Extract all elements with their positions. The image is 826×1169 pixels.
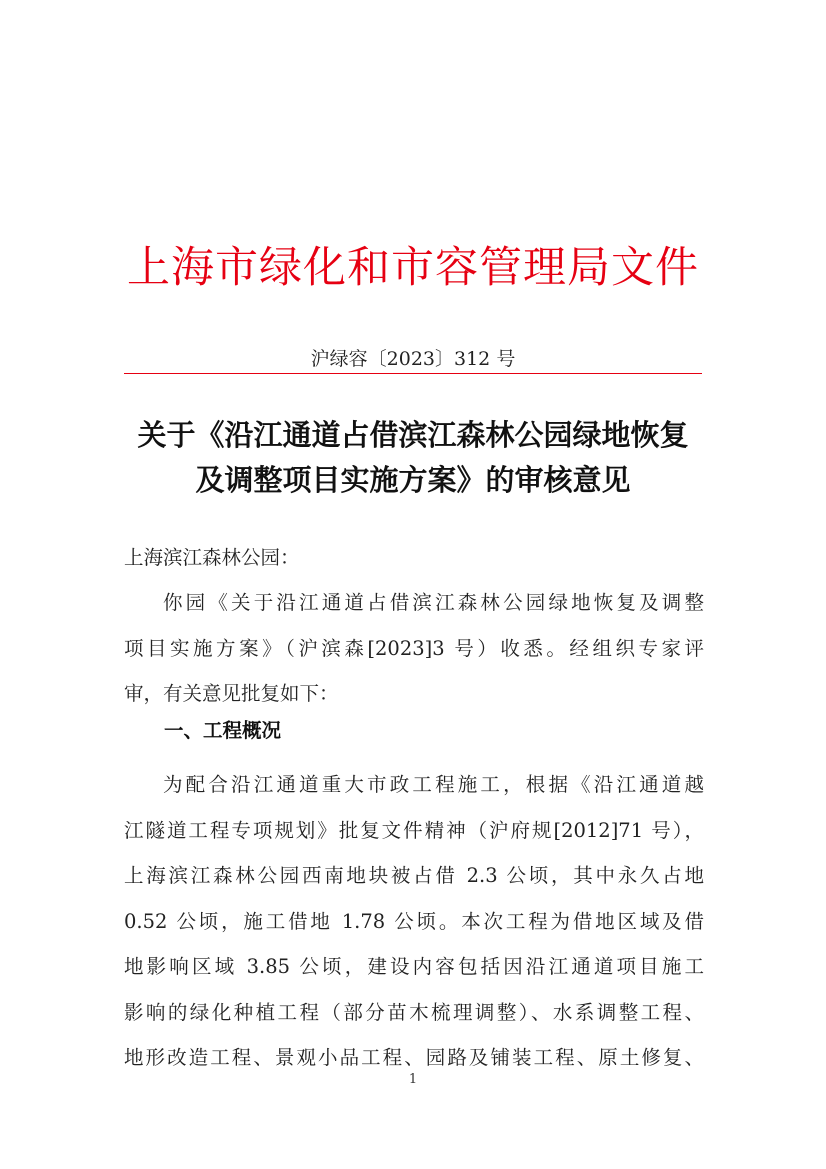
- document-title: [110, 413, 716, 503]
- paragraph-line: 江隧道工程专项规划》批复文件精神（沪府规[2012]71 号），: [124, 818, 704, 842]
- page-number: 1: [408, 1072, 418, 1087]
- paragraph-line: 影响的绿化种植工程（部分苗木梳理调整）、水系调整工程、: [124, 1000, 704, 1024]
- paragraph-line: 地形改造工程、景观小品工程、园路及铺装工程、原土修复、: [124, 1046, 704, 1069]
- document-title-line: 及调整项目实施方案》的审核意见: [195, 463, 631, 497]
- section-heading-overview: 一、工程概况: [164, 719, 282, 742]
- paragraph-line: 你园《关于沿江通道占借滨江森林公园绿地恢复及调整: [163, 591, 704, 614]
- issuing-authority-header: 上海市绿化和市容管理局文件: [127, 243, 699, 293]
- paragraph-line: 上海滨江森林公园西南地块被占借 2.3 公顷，其中永久占地: [124, 864, 704, 887]
- paragraph-line: 0.52 公顷，施工借地 1.78 公顷。本次工程为借地区域及借: [124, 909, 704, 933]
- addressee: 上海滨江森林公园：: [124, 546, 300, 569]
- paragraph-2: [124, 762, 704, 1081]
- paragraph-line: 项目实施方案》（沪滨森[2023]3 号）收悉。经组织专家评: [124, 636, 704, 660]
- paragraph-1: [124, 580, 704, 717]
- paragraph-line: 地影响区域 3.85 公顷，建设内容包括因沿江通道项目施工: [124, 955, 704, 978]
- paragraph-line: 审，有关意见批复如下：: [124, 682, 339, 705]
- document-number: 沪绿容〔2023〕312 号: [310, 348, 516, 370]
- document-title-line: 关于《沿江通道占借滨江森林公园绿地恢复: [137, 418, 689, 452]
- paragraph-line: 为配合沿江通道重大市政工程施工，根据《沿江通道越: [163, 773, 704, 796]
- red-separator-line: [124, 373, 702, 374]
